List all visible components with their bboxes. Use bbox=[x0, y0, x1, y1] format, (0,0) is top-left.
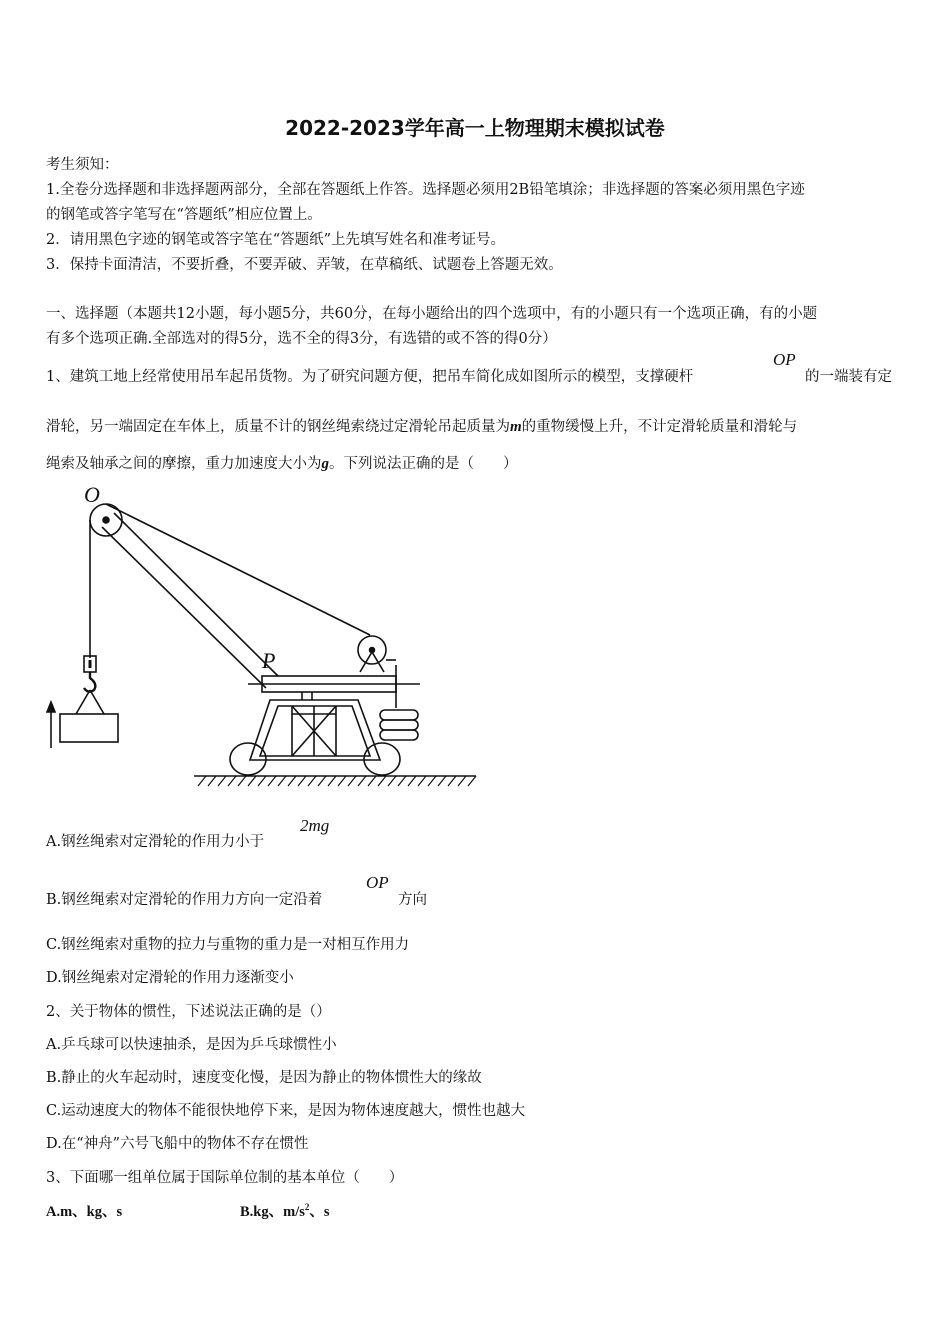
notice-line-2: 的钢笔或答字笔写在“答题纸”相应位置上。 bbox=[46, 207, 322, 223]
q3-stem: 3、下面哪一组单位属于国际单位制的基本单位（ ） bbox=[46, 1170, 404, 1186]
crane-figure bbox=[40, 480, 490, 790]
section-1-instructions-line-2: 有多个选项正确.全部选对的得5分，选不全的得3分，有选错的或不答的得0分） bbox=[46, 331, 557, 347]
q1-stem-line-1-end: 的一端装有定 bbox=[805, 369, 892, 385]
q2-stem: 2、关于物体的惯性，下述说法正确的是（） bbox=[46, 1004, 331, 1020]
q2-option-a: A.乒乓球可以快速抽杀，是因为乒乓球惯性小 bbox=[46, 1037, 337, 1053]
q3-option-a: A.m、kg、s bbox=[46, 1204, 123, 1220]
wheel-left bbox=[230, 743, 266, 775]
section-1-instructions-line-1: 一、选择题（本题共12小题，每小题5分，共60分，在每小题给出的四个选项中，有的小题只有一个选项正确，有的小题 bbox=[46, 306, 818, 322]
q1-option-b-math: OP bbox=[366, 873, 389, 892]
q1-math-op: OP bbox=[773, 350, 796, 369]
q2-option-c: C.运动速度大的物体不能很快地停下来，是因为物体速度越大，惯性也越大 bbox=[46, 1103, 526, 1119]
q1-option-c: C.钢丝绳索对重物的拉力与重物的重力是一对相互作用力 bbox=[46, 937, 410, 953]
q1-option-a: A.钢丝绳索对定滑轮的作用力小于 bbox=[46, 834, 265, 850]
q2-option-b: B.静止的火车起动时，速度变化慢，是因为静止的物体惯性大的缘故 bbox=[46, 1070, 482, 1086]
q1-stem-line-3: 绳索及轴承之间的摩擦，重力加速度大小为g。下列说法正确的是（ ） bbox=[46, 456, 518, 472]
label-o: O bbox=[84, 482, 100, 507]
q1-option-b: B.钢丝绳索对定滑轮的作用力方向一定沿着 bbox=[46, 892, 323, 908]
load-box bbox=[60, 714, 118, 742]
notice-line-3: 2．请用黑色字迹的钢笔或答字笔在“答题纸”上先填写姓名和准考证号。 bbox=[46, 232, 506, 248]
q1-option-b-end: 方向 bbox=[398, 892, 427, 908]
boom-op bbox=[114, 513, 278, 676]
q1-stem-line-1: 1、建筑工地上经常使用吊车起吊货物。为了研究问题方便，把吊车简化成如图所示的模型，支撑硬杆 bbox=[46, 369, 694, 385]
notice-heading: 考生须知： bbox=[46, 157, 119, 173]
q2-option-d: D.在“神舟”六号飞船中的物体不存在惯性 bbox=[46, 1136, 309, 1152]
label-p: P bbox=[262, 648, 276, 673]
q1-math-g: g bbox=[321, 456, 329, 472]
notice-line-4: 3．保持卡面清洁，不要折叠，不要弄破、弄皱，在草稿纸、试题卷上答题无效。 bbox=[46, 257, 563, 273]
q1-option-a-math: 2mg bbox=[300, 816, 330, 835]
page-title: 2022-2023学年高一上物理期末模拟试卷 bbox=[285, 116, 665, 140]
wheel-right bbox=[364, 743, 400, 775]
q1-math-m: m bbox=[510, 419, 522, 435]
q3-option-b: B.kg、$m/s^2$、s bbox=[240, 1202, 330, 1220]
q1-option-d: D.钢丝绳索对定滑轮的作用力逐渐变小 bbox=[46, 970, 294, 986]
notice-line-1: 1.全卷分选择题和非选择题两部分，全部在答题纸上作答。选择题必须用2B铅笔填涂；非选择题的答案必须用黑色字迹 bbox=[46, 182, 805, 198]
q1-stem-line-2: 滑轮，另一端固定在车体上，质量不计的钢丝绳索绕过定滑轮吊起质量为m的重物缓慢上升，不计定滑轮质量和滑轮与 bbox=[46, 419, 798, 435]
